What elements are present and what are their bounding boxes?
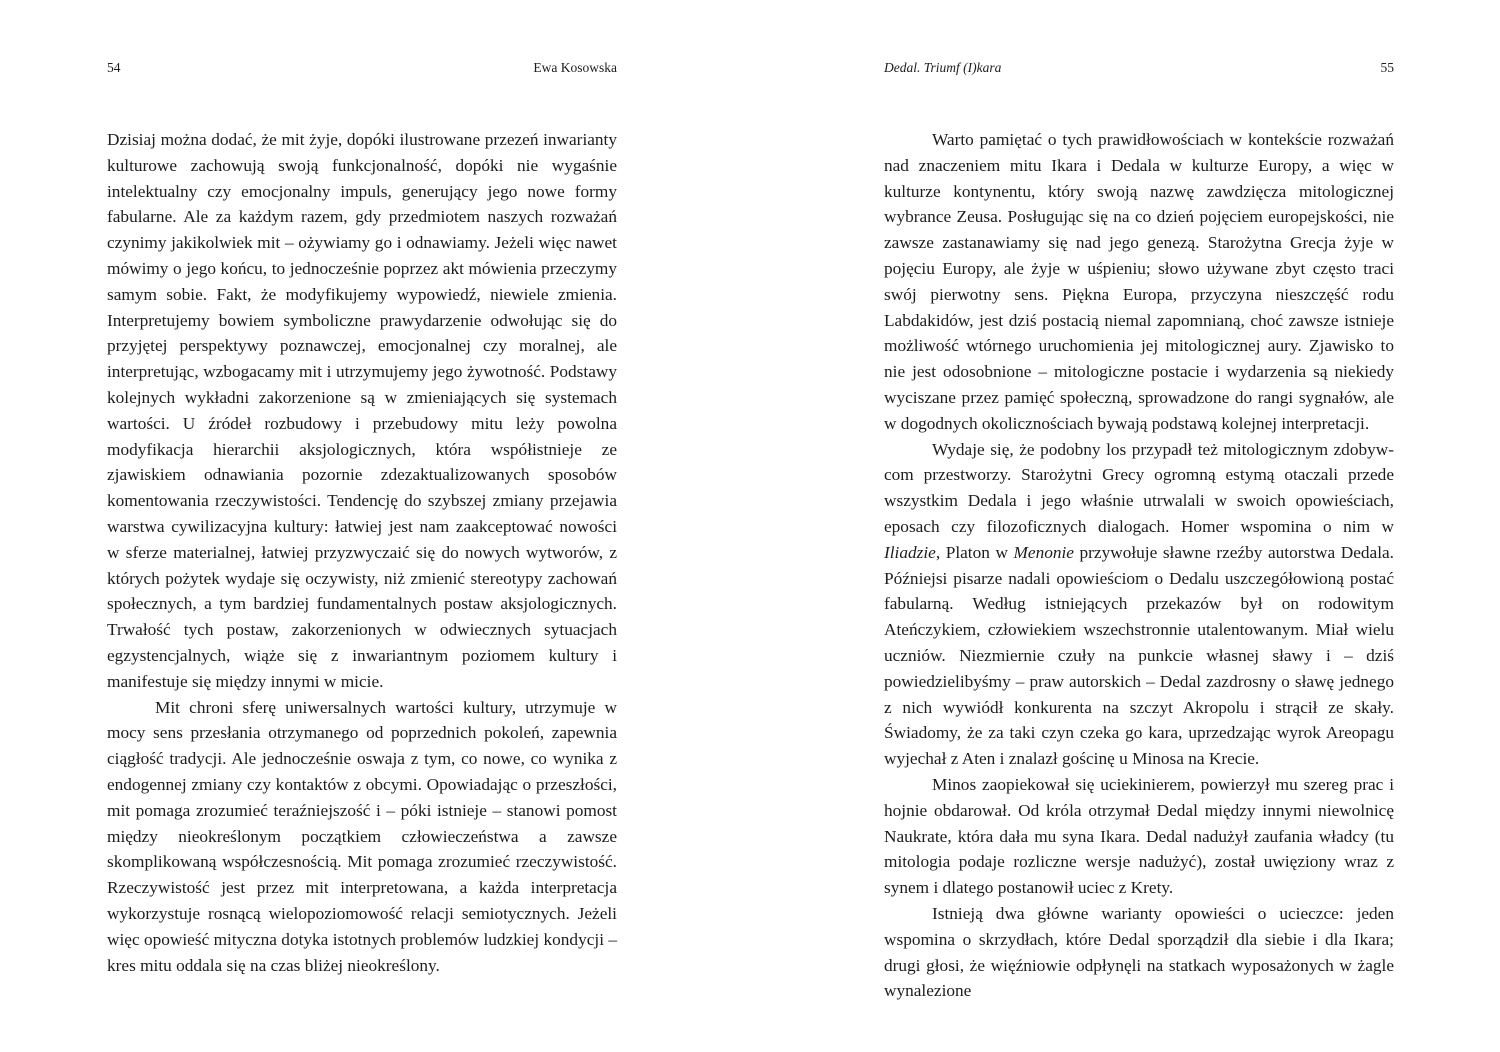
paragraph: Istnieją dwa główne warianty opowieści o ucieczce: jeden wspomina o skrzydłach, które Dedal sporządził dla siebie i dla Ikara; drugi głosi, że więźniowie odpłynęli na statkach wyposażonych w żagle wynalezione [884,903,1394,1001]
page-number: 54 [107,60,121,75]
paragraph-text: , Platon w [935,542,1014,562]
right-running-head [884,60,1394,80]
paragraph: Warto pamiętać o tych prawidłowościach w kontekście rozważań nad znaczeniem mitu Ikara i Dedala w kulturze Europy, a więc w kulturze kontynentu, który swoją nazwę zawdzięcza mitologicznej wybrance Zeusa. Posługując się na co dzień pojęciem europejskości, nie zawsze zastanawiamy się nad jego genezą. Starożytna Grecja żyje w pojęciu Europy, ale żyje w uśpieniu; słowo używane zbyt często traci swój pierwotny sens. Piękna Europa, przyczyna nieszczęść rodu Labdakidów, jest dziś postacią niemal zapomnianą, choć zawsze istnieje możliwość wtórnego uruchomienia jej mitologicznej aury. Zjawisko to nie jest odosobnione – mitologiczne postacie i wydarzenia są niekiedy wyciszane przez pamięć społeczną, sprowadzone do rangi sygnałów, ale w dogodnych okolicznościach bywają podstawą kolejnej interpretacji. [884,130,1394,433]
right-body-text [884,127,1394,1004]
paragraph: Minos zaopiekował się uciekinierem, powierzył mu szereg prac i hojnie obdarował. Od króla otrzymał Dedal między innymi niewolnicę Naukrate, która dała mu syna Ikara. Dedal nadużył zaufania władcy (tu mitologia podaje rozliczne wersje nadużyć), został uwięziony wraz z synem i dlatego postanowił uciec z Krety. [884,774,1394,898]
page-number: 55 [1380,60,1394,75]
work-title-meno: Menonie [1013,542,1074,562]
left-body-text [107,127,617,978]
paragraph: Mit chroni sferę uniwersalnych wartości kultury, utrzymuje w mocy sens przesłania otrzymanego od poprzednich pokoleń, zapewnia ciągłość tradycji. Ale jednocześnie oswaja z tym, co nowe, co wynika z endogennej zmiany czy kontaktów z obcymi. Opowiadając o przeszłości, mit pomaga zrozumieć teraźniejszość i – póki istnieje – stanowi pomost między nieokreślonym początkiem człowieczeństwa a zawsze skomplikowaną współczesnością. Mit pomaga zrozumieć rzeczywistość. Rzeczywistość jest przez mit interpretowana, a każda interpretacja wykorzystuje rosnącą wielopoziomowość relacji semiotycznych. Jeżeli więc opowieść mityczna dotyka istotnych problemów ludzkiej kondycji – kres mitu oddala się na czas bliżej nieokreślony. [107,697,617,975]
left-page [107,0,617,1052]
paragraph-text: Wydaje się, że podobny los przypadł też mitologicznym zdobywcom przestworzy. Starożytni Grecy ogromną estymą otaczali przede wszystkim Dedala i jego właśnie utrwalali w swoich opowieściach, eposach czy filozoficznych dialogach. Homer wspomina o nim w [884,439,1394,536]
running-title-author: Ewa Kosowska [533,60,617,75]
paragraph-text: przywołuje sławne rzeźby autorstwa Dedala. Późniejsi pisarze nadali opowieściom o Dedalu uszczegółowioną postać fabularną. Według istniejących przekazów był on rodowitym Ateńczykiem, człowiekiem wszechstronnie utalentowanym. Miał wielu uczniów. Niezmiernie czuły na punkcie własnej sławy i – dziś powiedzielibyśmy – praw autorskich – Dedal zazdrosny o sławę jednego z nich wywiódł konkurenta na szczyt Akropolu i strącił ze skały. Świadomy, że za taki czyn czeka go kara, uprzedzając wyrok Areopagu wyjechał z Aten i znalazł gościnę u Minosa na Krecie. [884,542,1394,769]
work-title-iliad: Iliadzie [884,542,936,562]
left-running-head [107,60,617,80]
right-page [884,0,1394,1052]
running-title-chapter: Dedal. Triumf (I)kara [884,60,1002,75]
paragraph [884,437,1394,772]
paragraph: Dzisiaj można dodać, że mit żyje, dopóki ilustrowane przezeń inwarianty kulturowe zachowują swoją funkcjonalność, dopóki nie wygaśnie intelektualny czy emocjonalny impuls, generujący jego nowe formy fabularne. Ale za każdym razem, gdy przedmiotem naszych rozważań czynimy jakikolwiek mit – ożywiamy go i odnawiamy. Jeżeli więc nawet mówimy o jego końcu, to jednocześnie poprzez akt mówienia przeczymy samym sobie. Fakt, że modyfikujemy wypowiedź, niewiele zmienia. Interpretujemy bowiem symboliczne prawydarzenie odwołując się do przyjętej perspektywy poznawczej, emocjonalnej czy moralnej, ale interpretując, wzbogacamy mit i utrzymujemy jego żywotność. Podstawy kolejnych wykładni zakorzenione są w zmieniających się systemach wartości. U źródeł rozbudowy i przebudowy mitu leży powolna modyfikacja hierarchii aksjologicznych, która współistnieje ze zjawiskiem odnawiania pozornie zdezaktualizowanych sposobów komentowania rzeczywistości. Tendencję do szybszej zmiany przejawia warstwa cywilizacyjna kultury: łatwiej jest nam zaakceptować nowości w sferze materialnej, łatwiej przyzwyczaić się do nowych wytworów, z których pożytek wydaje się oczywisty, niż zmienić stereotypy zachowań społecznych, a tym bardziej fundamentalnych postaw aksjologicznych. Trwałość tych postaw, zakorzenionych w odwiecznych sytuacjach egzystencjalnych, wiąże się z inwariantnym poziomem kultury i manifestuje się między innymi w micie. [107,130,617,691]
